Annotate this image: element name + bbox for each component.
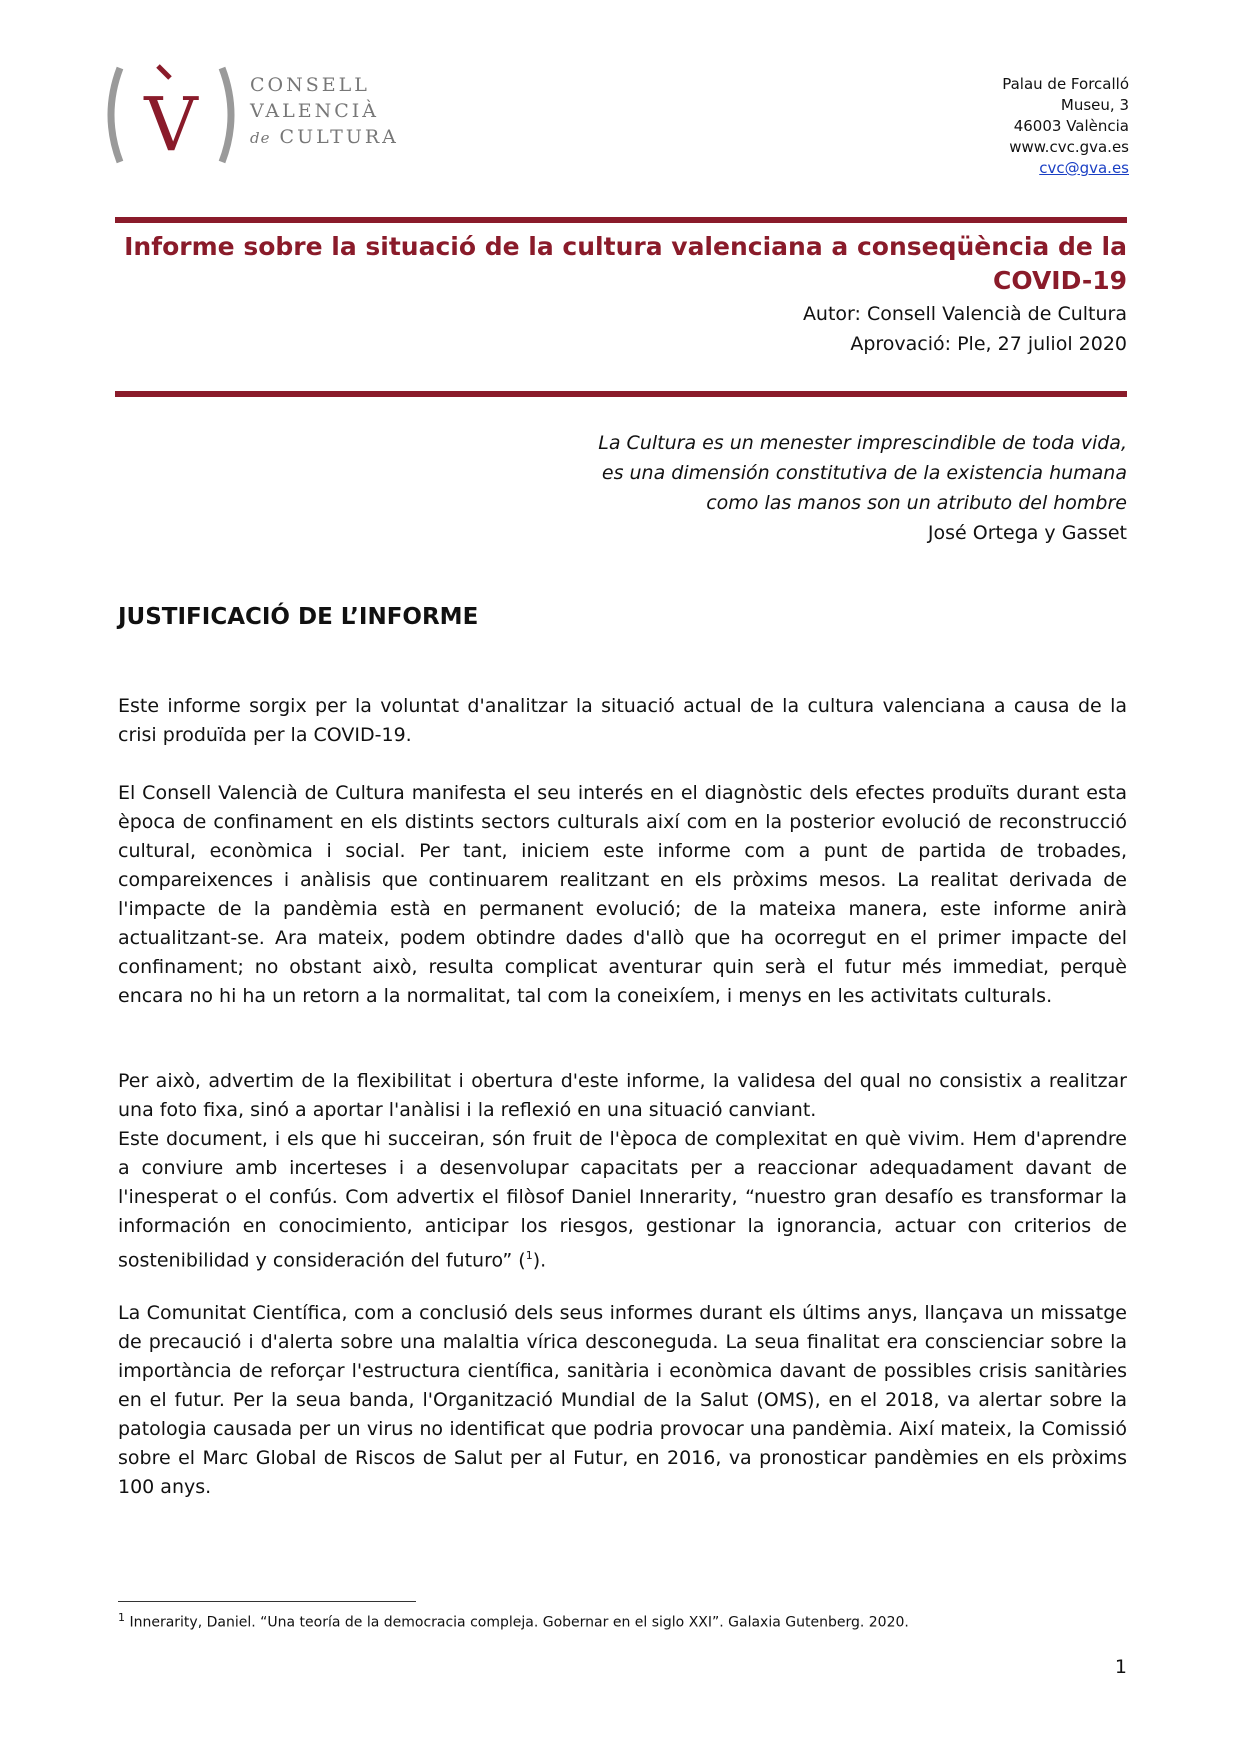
quote-author: José Ortega y Gasset bbox=[927, 522, 1127, 544]
bottom-divider bbox=[115, 391, 1127, 397]
logo-line-de: de bbox=[250, 129, 271, 147]
paragraph-2: El Consell Valencià de Cultura manifesta el seu interés en el diagnòstic dels efectes produïts durant esta època de confinament en els distints sectors culturals així com en la posterior evolució de reconstrucció cultural, econòmica i social. Per tant, iniciem este informe com a punt de partida de trobades, compareixences i anàlisis que continuarem realitzant en els pròxims mesos. La realitat derivada de l'impacte de la pandèmia està en permanent evolució; de la mateixa manera, este informe anirà actualitzant-se. Ara mateix, podem obtindre dades d'allò que ha ocorregut en el primer impacte del confinament; no obstant això, resulta complicat aventurar quin serà el futur més immediat, perquè encara no hi ha un retorn a la normalitat, tal com la coneixíem, i menys en les activitats culturals. bbox=[118, 782, 1127, 1007]
logo-line-valencia: VALENCIÀ bbox=[250, 100, 380, 122]
paragraph-4 bbox=[118, 1125, 1127, 1275]
logo-letter: V bbox=[144, 82, 198, 166]
address-line: Museu, 3 bbox=[1060, 96, 1129, 114]
logo-line-consell: CONSELL bbox=[250, 74, 370, 96]
footnote bbox=[118, 1608, 909, 1633]
footnote-number: 1 bbox=[118, 1611, 125, 1624]
footnote-text: Innerarity, Daniel. “Una teoría de la democracia compleja. Gobernar en el siglo XXI”. Galaxia Gutenberg. 2020. bbox=[129, 1614, 909, 1631]
email-link[interactable]: cvc@gva.es bbox=[1039, 159, 1129, 177]
page-number: 1 bbox=[1114, 1656, 1127, 1678]
logo-wordmark bbox=[250, 72, 399, 151]
footnote-reference[interactable]: 1 bbox=[525, 1249, 533, 1262]
paragraph-5: La Comunitat Científica, com a conclusió dels seus informes durant els últims anys, llançava un missatge de precaució i d'alerta sobre una malaltia vírica desconeguda. La seua finalitat era conscienciar sobre la importància de reforçar l'estructura científica, sanitària i econòmica davant de possibles crisis sanitàries en el futur. Per la seua banda, l'Organització Mundial de la Salut (OMS), en el 2018, va alertar sobre la patologia causada per un virus no identificat que podria provocar una pandèmia. Així mateix, la Comissió sobre el Marc Global de Riscos de Salut per al Futur, en 2016, va pronosticar pandèmies en els pròxims 100 anys. bbox=[118, 1302, 1127, 1498]
address-block bbox=[1002, 74, 1129, 179]
logo-line-cultura-word: CULTURA bbox=[279, 126, 399, 148]
quote-line: La Cultura es un menester imprescindible de toda vida, bbox=[598, 432, 1127, 454]
paragraph-3: Per això, advertim de la flexibilitat i obertura d'este informe, la validesa del qual no consistix a realitzar una foto fixa, sinó a aportar l'anàlisi i la reflexió en una situació canviant. bbox=[118, 1070, 1127, 1121]
paragraph-4-end: ). bbox=[532, 1249, 547, 1272]
paragraph-4-text: Este document, i els que hi succeiran, són fruit de l'època de complexitat en què vivim. Hem d'aprendre a conviure amb incerteses i a desenvolupar capacitats per a reaccionar adequadament davant de l'inesperat o el confús. Com advertix el filòsof Daniel Innerarity, “nuestro gran desafío es transformar la información en conocimiento, anticipar los riesgos, gestionar la ignorancia, actuar con criterios de sostenibilidad y consideración del futuro” ( bbox=[118, 1128, 1127, 1272]
logo-line-cultura bbox=[250, 124, 399, 151]
top-divider bbox=[115, 217, 1127, 223]
author-line: Autor: Consell Valencià de Cultura bbox=[802, 303, 1127, 325]
epigraph-quote bbox=[598, 428, 1127, 548]
address-line: Palau de Forcalló bbox=[1002, 75, 1129, 93]
paragraph-1: Este informe sorgix per la voluntat d'analitzar la situació actual de la cultura valenciana a causa de la crisi produïda per la COVID-19. bbox=[118, 695, 1127, 746]
approval-line: Aprovació: Ple, 27 juliol 2020 bbox=[850, 333, 1127, 355]
section-heading: JUSTIFICACIÓ DE L’INFORME bbox=[118, 604, 479, 630]
quote-line: es una dimensión constitutiva de la existencia humana bbox=[601, 462, 1127, 484]
address-line: 46003 València bbox=[1013, 117, 1129, 135]
quote-line: como las manos son un atributo del hombre bbox=[706, 492, 1127, 514]
footnote-divider bbox=[118, 1601, 416, 1602]
website-text: www.cvc.gva.es bbox=[1009, 138, 1129, 156]
document-title: Informe sobre la situació de la cultura valenciana a conseqüència de la COVID-19 bbox=[124, 232, 1127, 295]
